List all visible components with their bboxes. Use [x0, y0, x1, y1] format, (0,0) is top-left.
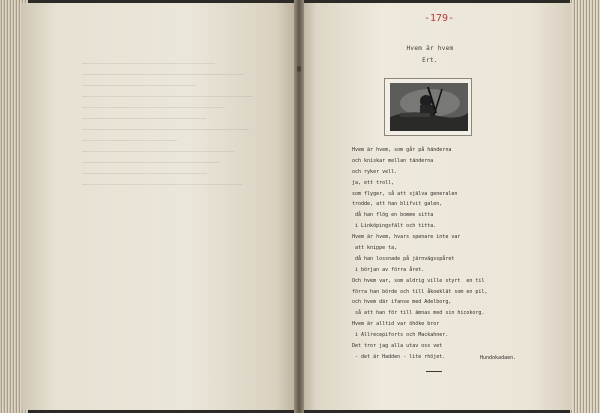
photo-frame — [384, 78, 472, 136]
poem-line: ja, ett troll, — [352, 179, 395, 186]
left-page — [22, 3, 298, 410]
poem-line: Och hvem var, som aldrig ville styrt en til — [352, 277, 485, 284]
poem-line: att knippe ta, — [352, 245, 398, 252]
page-number: -179- — [424, 13, 455, 24]
bleed-through-text — [82, 63, 272, 195]
poem-line: i början av förra året. — [352, 266, 425, 273]
poem-text — [352, 145, 542, 363]
binding-mark — [297, 66, 301, 72]
poem-line: så att han för till ämnas med sin hicokorg. — [352, 310, 485, 317]
poem-line: och hvem där ifanse med Adelborg, — [352, 299, 452, 306]
right-page-edges — [570, 0, 600, 413]
signature: Hundokadaen. — [480, 355, 517, 361]
poem-subtitle: Ert. — [422, 57, 438, 64]
poem-line: och kniskar mellan tänderna — [352, 157, 434, 164]
end-rule — [426, 371, 442, 372]
poem-line: Det tror jag alla utav oss vet — [352, 343, 443, 350]
poem-line: förra han börde och till åkoeklät som en pil, — [352, 288, 488, 295]
poem-line: då han lossnade på järnvägsspåret — [352, 255, 455, 262]
poem-line: i Allrecepiforts och Mackahner. — [352, 332, 449, 339]
poem-line: - det är Hadden - lite rhöjet. — [352, 353, 446, 360]
poem-line: som flyger, så att själva generalen — [352, 190, 458, 197]
poem-title: Hvem är hvem — [406, 45, 454, 52]
poem-line: Hvem är hvem, hvars spenare inte var — [352, 234, 461, 241]
poem-line: och ryker vell. — [352, 168, 398, 175]
poem-line: Hvem är hvem, som går på händerna — [352, 147, 452, 153]
poem-line: Hvem är alltid var öhöke bror — [352, 321, 440, 328]
poem-line: trodde, att han blifvit galen, — [352, 201, 443, 208]
book-gutter — [294, 0, 304, 413]
aviator-photo-image — [390, 83, 468, 131]
poem-line: i Linköpingsfält och titta. — [352, 223, 437, 230]
aviator-photo — [390, 83, 468, 131]
poem-line: då han flög en bomme sitta — [352, 212, 434, 219]
